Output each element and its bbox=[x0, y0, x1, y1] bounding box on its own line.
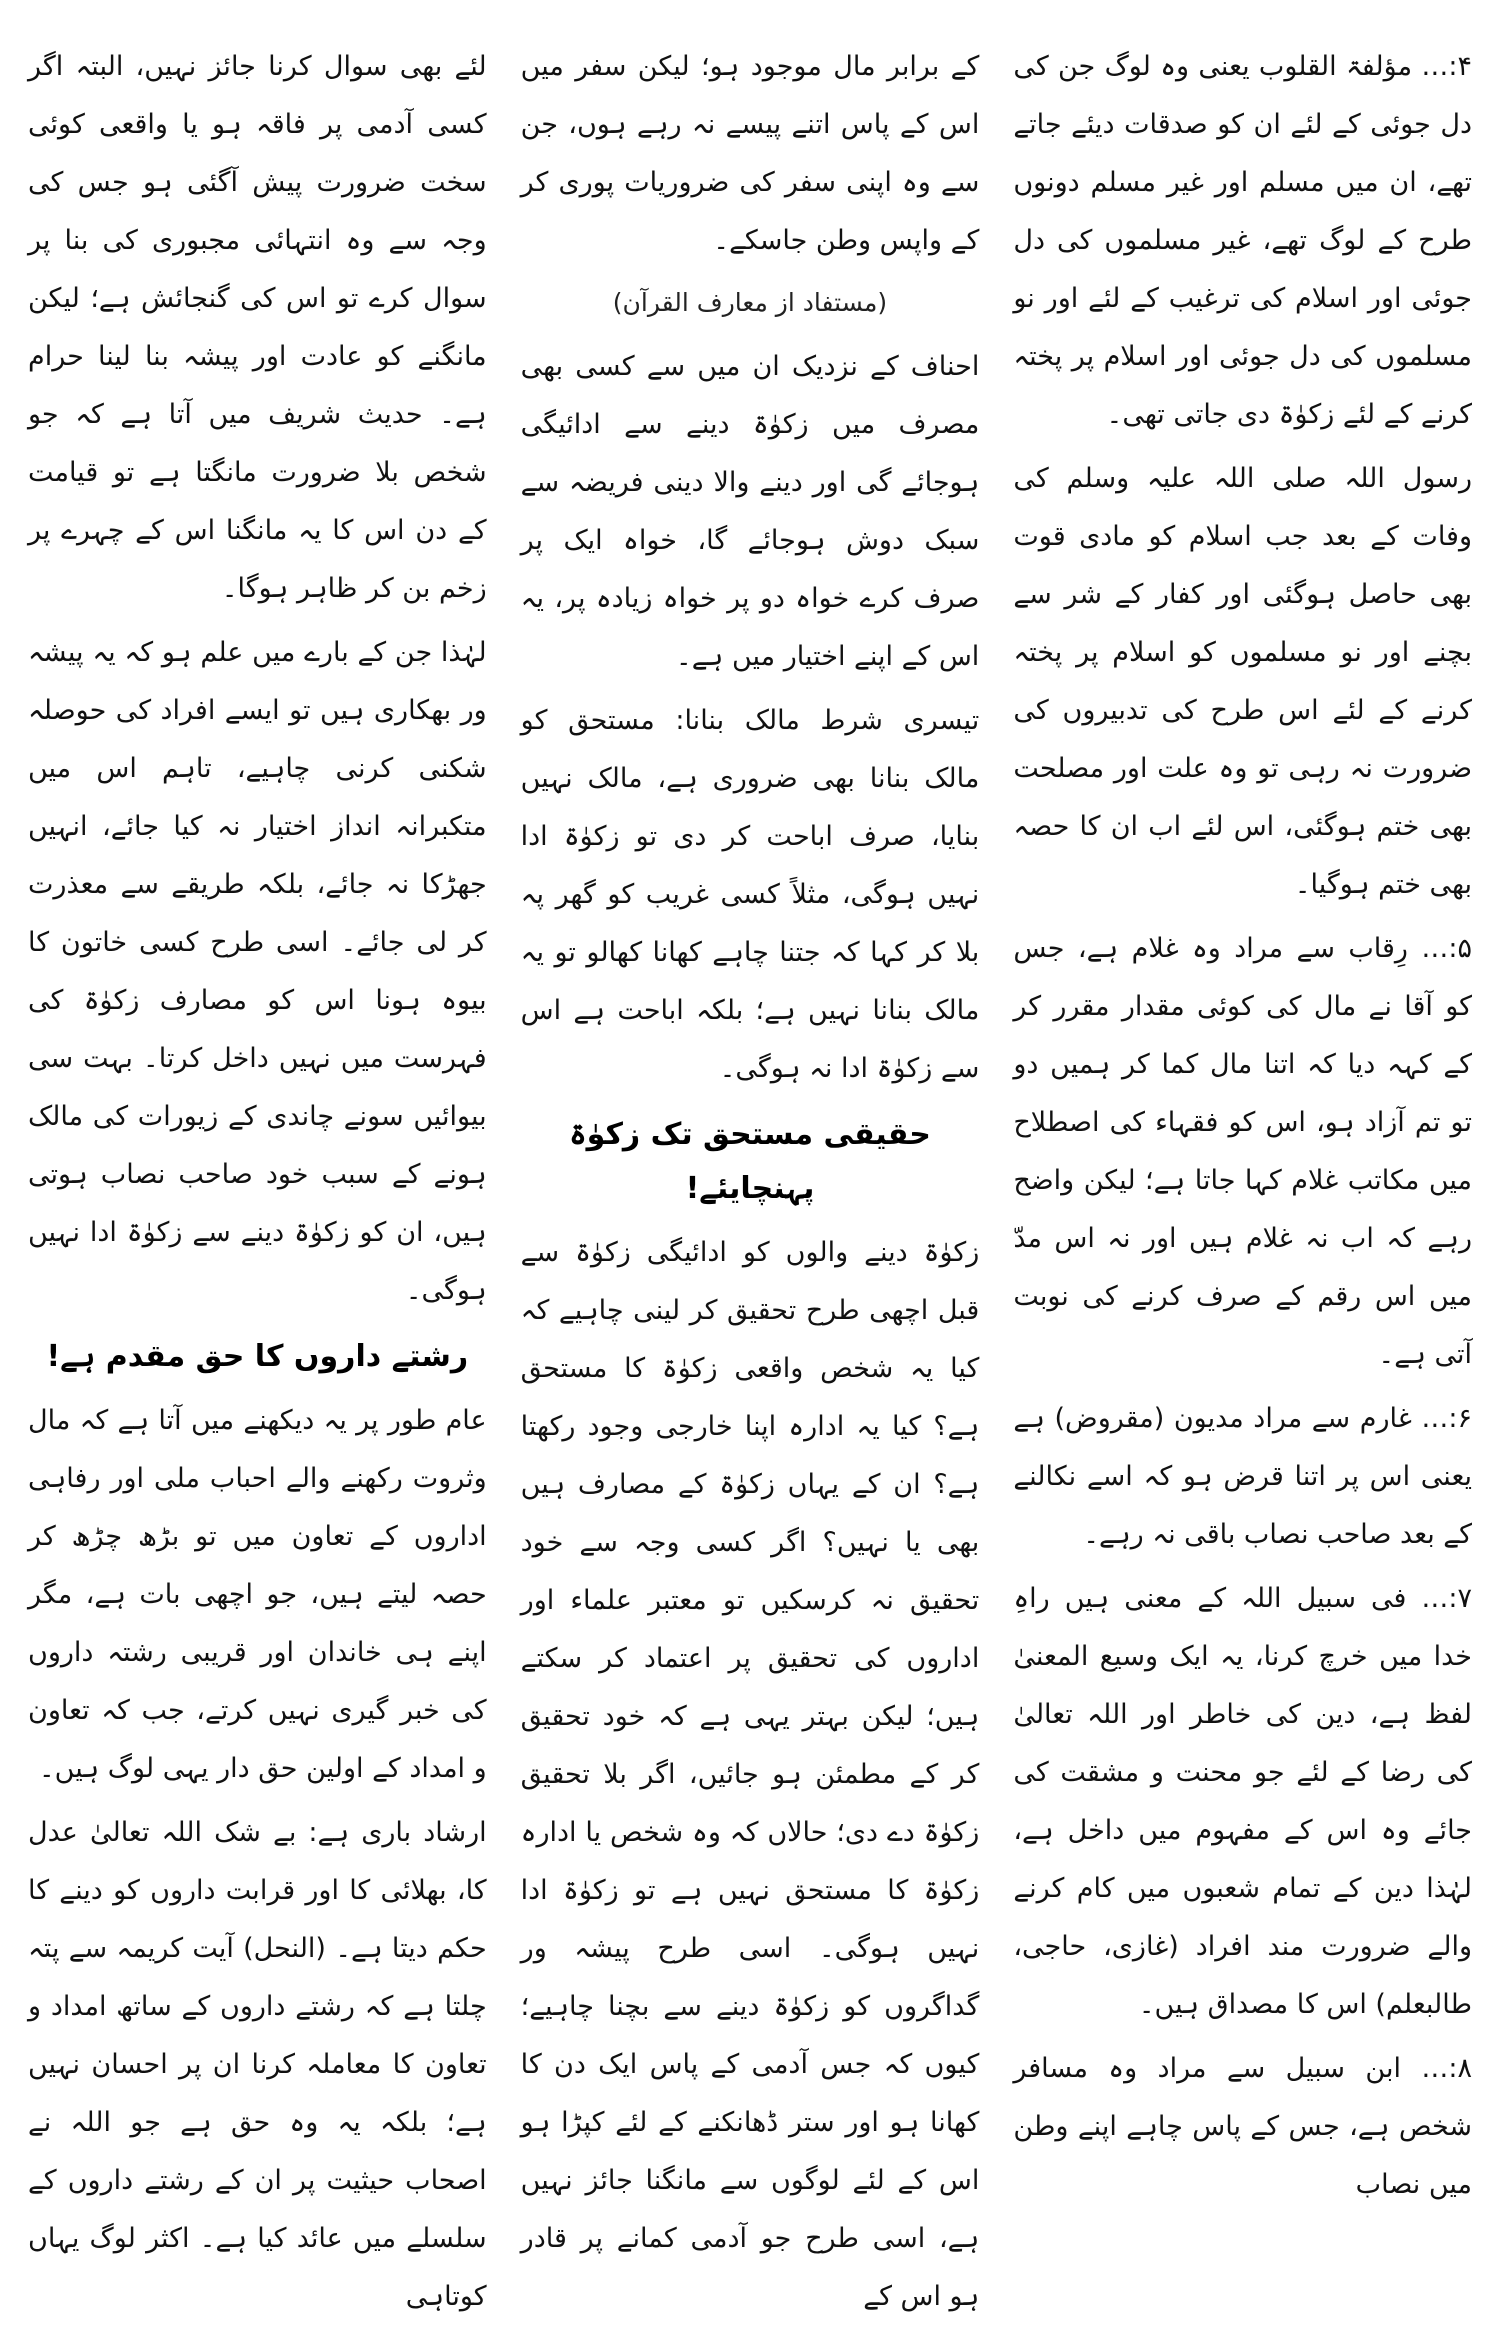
section-heading-real-deserving: حقیقی مستحق تک زکوٰۃ پہنچایئے! bbox=[569, 1117, 931, 1206]
column-right bbox=[1013, 38, 1472, 2200]
paragraph-gharim: ۶:… غارم سے مراد مدیون (مقروض) ہے یعنی اس پر اتنا قرض ہو کہ اسے نکالنے کے بعد صاحب نصاب باقی نہ رہے۔ bbox=[1013, 1403, 1472, 1550]
paragraph-begging-prohibited: لئے بھی سوال کرنا جائز نہیں، البتہ اگر کسی آدمی پر فاقہ ہو یا واقعی کوئی سخت ضرورت پیش آگئی ہو جس کی وجہ سے وہ انتہائی مجبوری کی بنا پر سوال کرے تو اس کی گنجائش ہے؛ لیکن مانگنے کو عادت اور پیشہ بنا لینا حرام ہے۔ حدیث شریف میں آتا ہے کہ جو شخص بلا ضرورت مانگتا ہے تو قیامت کے دن اس کا یہ مانگنا اس کے چہرے پر زخم بن کر ظاہر ہوگا۔ bbox=[27, 51, 487, 604]
paragraph-quran-verse: ارشاد باری ہے: بے شک اللہ تعالیٰ عدل کا، بھلائی کا اور قرابت داروں کو دینے کا حکم دیتا ہے۔ (النحل) آیت کریمہ سے پتہ چلتا ہے کہ رشتے داروں کے ساتھ امداد و تعاون کا معاملہ کرنا ان پر احسان نہیں ہے؛ بلکہ یہ وہ حق ہے جو اللہ نے اصحاب حیثیت پر ان کے رشتے داروں کے سلسلے میں عائد کیا ہے۔ اکثر لوگ یہاں کوتاہی bbox=[27, 1817, 487, 2312]
paragraph-muallafat-ul-quloob: ۴:… مؤلفۃ القلوب یعنی وہ لوگ جن کی دل جوئی کے لئے ان کو صدقات دیئے جاتے تھے، ان میں مسلم اور غیر مسلم دونوں طرح کے لوگ تھے، غیر مسلموں کی دل جوئی اور اسلام کی ترغیب کے لئے اور نو مسلموں کی دل جوئی اور اسلام پر پختہ کرنے کے لئے زکوٰۃ دی جاتی تھی۔ bbox=[1013, 51, 1472, 430]
paragraph-ibn-sabil-continued: کے برابر مال موجود ہو؛ لیکن سفر میں اس کے پاس اتنے پیسے نہ رہے ہوں، جن سے وہ اپنی سفر کی ضروریات پوری کر کے واپس وطن جاسکے۔ bbox=[520, 51, 980, 256]
paragraph-professional-beggars: لہٰذا جن کے بارے میں علم ہو کہ یہ پیشہ ور بھکاری ہیں تو ایسے افراد کی حوصلہ شکنی کرنی چاہیے، تاہم اس میں متکبرانہ انداز اختیار نہ کیا جائے، انہیں جھڑکا نہ جائے، بلکہ طریقے سے معذرت کر لی جائے۔ اسی طرح کسی خاتون کا بیوہ ہونا اس کو مصارف زکوٰۃ کی فہرست میں نہیں داخل کرتا۔ بہت سی بیوائیں سونے چاندی کے زیورات کی مالک ہونے کے سبب خود صاحب نصاب ہوتی ہیں، ان کو زکوٰۃ دینے سے زکوٰۃ ادا نہیں ہوگی۔ bbox=[27, 637, 487, 1306]
paragraph-fi-sabilillah: ۷:… فی سبیل اللہ کے معنی ہیں راہِ خدا میں خرچ کرنا، یہ ایک وسیع المعنیٰ لفظ ہے، دین کی خاطر اور اللہ تعالیٰ کی رضا کے لئے جو محنت و مشقت کی جائے وہ اس کے مفہوم میں داخل ہے، لہٰذا دین کے تمام شعبوں میں کام کرنے والے ضرورت مند افراد (غازی، حاجی، طالبعلم) اس کا مصداق ہیں۔ bbox=[1013, 1583, 1472, 2020]
paragraph-after-prophet: رسول اللہ صلی اللہ علیہ وسلم کی وفات کے بعد جب اسلام کو مادی قوت بھی حاصل ہوگئی اور کفار کے شر سے بچنے اور نو مسلموں کو اسلام پر پختہ کرنے کے لئے اس طرح کی تدبیروں کی ضرورت نہ رہی تو وہ علت اور مصلحت بھی ختم ہوگئی، اس لئے اب ان کا حصہ بھی ختم ہوگیا۔ bbox=[1013, 463, 1472, 900]
paragraph-verify-recipient: زکوٰۃ دینے والوں کو ادائیگی زکوٰۃ سے قبل اچھی طرح تحقیق کر لینی چاہیے کہ کیا یہ شخص واقعی زکوٰۃ کا مستحق ہے؟ کیا یہ ادارہ اپنا خارجی وجود رکھتا ہے؟ ان کے یہاں زکوٰۃ کے مصارف ہیں بھی یا نہیں؟ اگر کسی وجہ سے خود تحقیق نہ کرسکیں تو معتبر علماء اور اداروں کی تحقیق پر اعتماد کر سکتے ہیں؛ لیکن بہتر یہی ہے کہ خود تحقیق کر کے مطمئن ہو جائیں، اگر بلا تحقیق زکوٰۃ دے دی؛ حالاں کہ وہ شخص یا ادارہ زکوٰۃ کا مستحق نہیں ہے تو زکوٰۃ ادا نہیں ہوگی۔ اسی طرح پیشہ ور گداگروں کو زکوٰۃ دینے سے بچنا چاہیے؛ کیوں کہ جس آدمی کے پاس ایک دن کا کھانا ہو اور ستر ڈھانکنے کے لئے کپڑا ہو اس کے لئے لوگوں سے مانگنا جائز نہیں ہے، اسی طرح جو آدمی کمانے پر قادر ہو اس کے bbox=[520, 1237, 980, 2312]
column-left bbox=[27, 38, 487, 2312]
paragraph-relatives-neglected: عام طور پر یہ دیکھنے میں آتا ہے کہ مال وثروت رکھنے والے احباب ملی اور رفاہی اداروں کے تعاون میں تو بڑھ چڑھ کر حصہ لیتے ہیں، جو اچھی بات ہے، مگر اپنے ہی خاندان اور قریبی رشتہ داروں کی خبر گیری نہیں کرتے، جب کہ تعاون و امداد کے اولین حق دار یہی لوگ ہیں۔ bbox=[27, 1405, 487, 1784]
column-middle bbox=[520, 38, 980, 2312]
section-heading-relatives-right: رشتے داروں کا حق مقدم ہے! bbox=[46, 1339, 469, 1374]
paragraph-riqab: ۵:… رِقاب سے مراد وہ غلام ہے، جس کو آقا نے مال کی کوئی مقدار مقرر کر کے کہہ دیا کہ اتنا مال کما کر ہمیں دو تو تم آزاد ہو، اس کو فقہاء کی اصطلاح میں مکاتب غلام کہا جاتا ہے؛ لیکن واضح رہے کہ اب نہ غلام ہیں اور نہ اس مدّ میں اس رقم کے صرف کرنے کی نوبت آتی ہے۔ bbox=[1013, 933, 1472, 1370]
paragraph-third-condition: تیسری شرط مالک بنانا: مستحق کو مالک بنانا بھی ضروری ہے، مالک نہیں بنایا، صرف اباحت کر دی تو زکوٰۃ ادا نہیں ہوگی، مثلاً کسی غریب کو گھر پہ بلا کر کہا کہ جتنا چاہے کھانا کھالو تو یہ مالک بنانا نہیں ہے؛ بلکہ اباحت ہے اس سے زکوٰۃ ادا نہ ہوگی۔ bbox=[520, 705, 980, 1084]
paragraph-ibn-sabil: ۸:… ابن سبیل سے مراد وہ مسافر شخص ہے، جس کے پاس چاہے اپنے وطن میں نصاب bbox=[1013, 2053, 1472, 2200]
source-citation: (مستفاد از معارف القرآن) bbox=[612, 288, 888, 317]
paragraph-ahnaf: احناف کے نزدیک ان میں سے کسی بھی مصرف میں زکوٰۃ دینے سے ادائیگی ہوجائے گی اور دینے والا دینی فریضہ سے سبک دوش ہوجائے گا، خواہ ایک پر صرف کرے خواہ دو پر خواہ زیادہ پر، یہ اس کے اپنے اختیار میں ہے۔ bbox=[520, 351, 980, 672]
